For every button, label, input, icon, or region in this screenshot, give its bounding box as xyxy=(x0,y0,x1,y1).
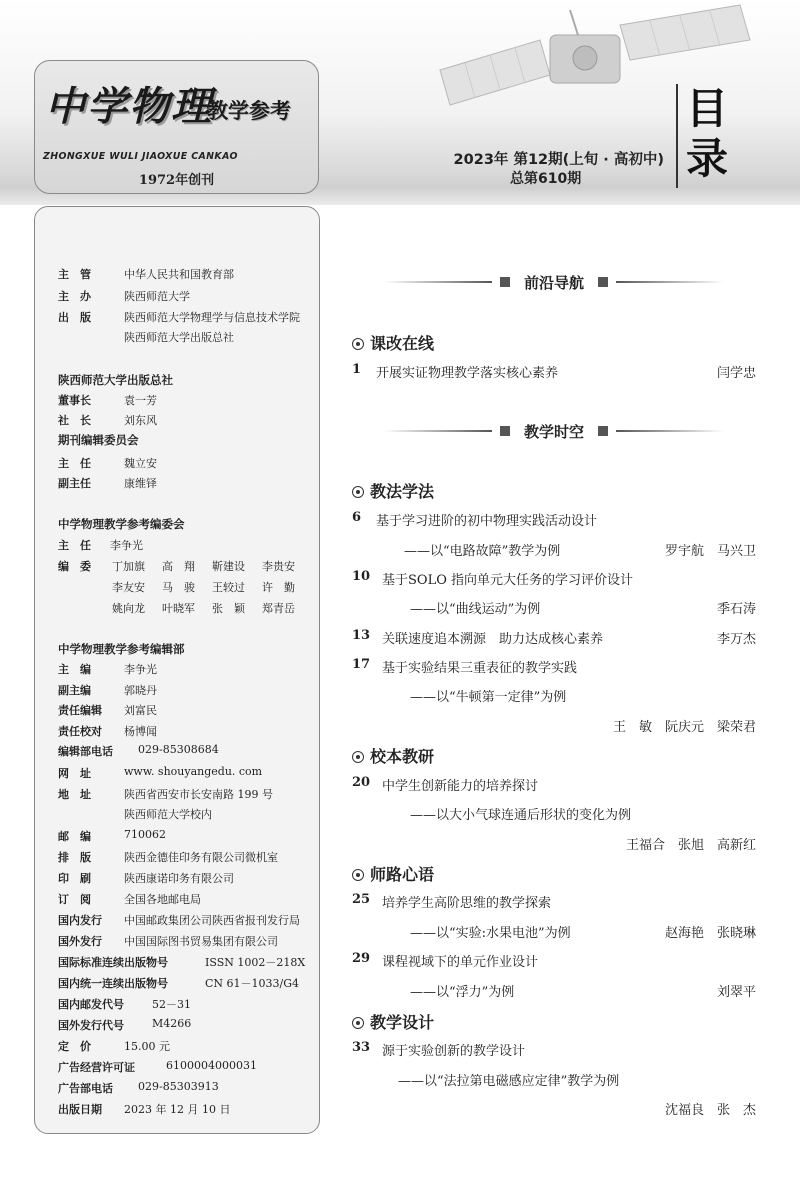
column-heading: 师路心语 xyxy=(352,862,434,885)
board-heading: 中学物理教学参考编委会 xyxy=(58,517,185,531)
journal-logo xyxy=(34,60,319,194)
committee-heading: 期刊编辑委员会 xyxy=(58,433,139,447)
bullet-icon xyxy=(352,338,364,350)
toc-entry-author: 沈福良 张 杰 xyxy=(664,1103,756,1118)
bullet-icon xyxy=(352,486,364,498)
section-banner-teaching: 教学时空 xyxy=(384,421,724,441)
logo-main-title: 中学物理 xyxy=(45,83,213,130)
toc-title-char-1: 目 xyxy=(685,84,728,133)
board-members-row: 李友安 马 骏 王较过 许 勤 xyxy=(112,581,295,594)
board-members-row: 丁加旗 高 翔 靳建设 李贵安 xyxy=(112,560,295,573)
press-heading: 陕西师范大学出版总社 xyxy=(58,373,173,387)
section-banner-frontier: 前沿导航 xyxy=(384,272,724,292)
logo-pinyin: ZHONGXUE WULI JIAOXUE CANKAO xyxy=(43,151,238,162)
bullet-icon xyxy=(352,751,364,763)
column-heading: 教法学法 xyxy=(352,479,434,502)
bullet-icon xyxy=(352,1017,364,1029)
toc-entry-author: 王 敏 阮庆元 梁荣君 xyxy=(612,720,756,735)
column-heading: 教学设计 xyxy=(352,1010,434,1033)
column-heading: 课改在线 xyxy=(352,331,434,354)
issue-number: 2023年 第12期(上旬 · 高初中) xyxy=(453,152,664,168)
board-members-row: 姚向龙 叶晓军 张 颖 郑青岳 xyxy=(112,602,295,615)
bullet-icon xyxy=(352,869,364,881)
dept-heading: 中学物理教学参考编辑部 xyxy=(58,642,185,656)
founded-year: 1972年创刊 xyxy=(138,173,215,188)
total-issue-number: 总第610期 xyxy=(510,171,582,187)
toc-entry-author: 王福合 张旭 高新红 xyxy=(625,838,756,853)
toc-title-char-2: 录 xyxy=(685,134,728,183)
column-heading: 校本教研 xyxy=(352,744,434,767)
logo-subtitle: 教学参考 xyxy=(207,99,291,123)
toc-title xyxy=(676,84,736,188)
